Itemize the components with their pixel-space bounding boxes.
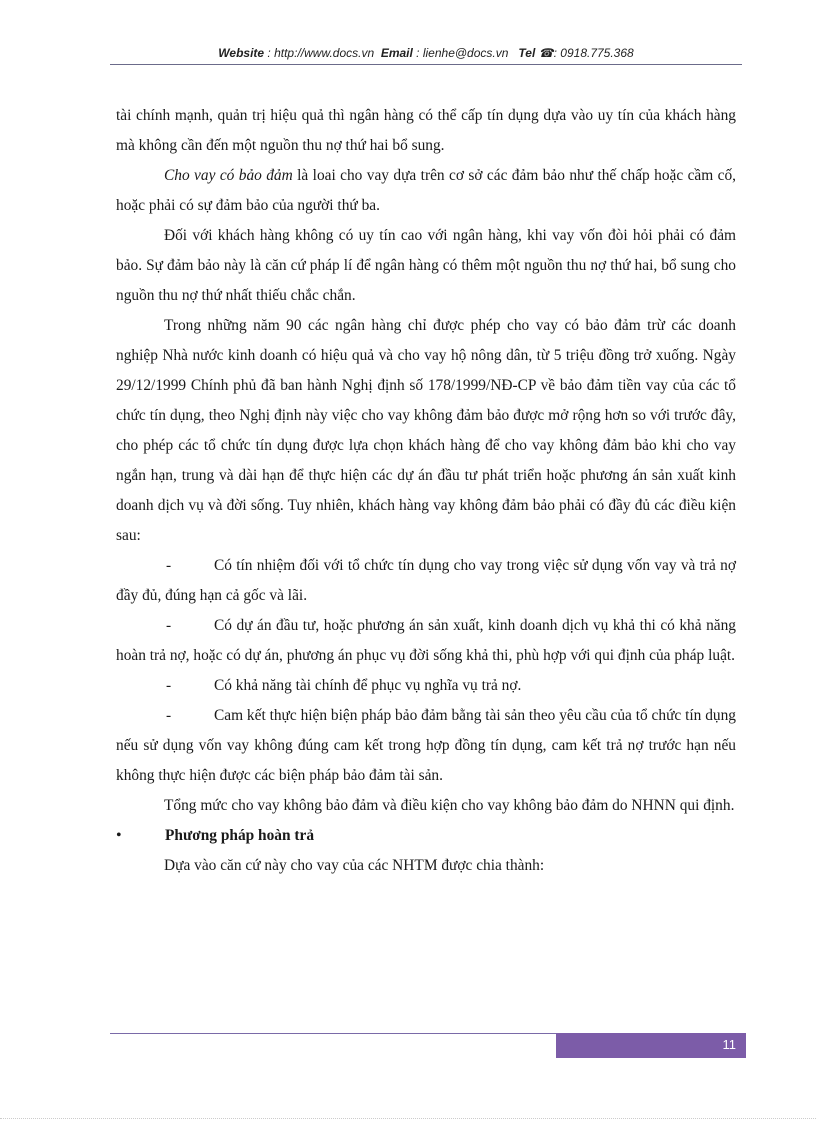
page-number-box (556, 1033, 746, 1058)
section-heading (116, 821, 736, 851)
condition-text: Có dự án đầu tư, hoặc phương án sản xuất, kinh doanh dịch vụ khả thi có khả năng hoàn trả nợ, hoặc có dự án, phương án phục vụ đời sống khả thi, phù hợp với qui định của pháp luật. (116, 617, 736, 664)
email-value: : lienhe@docs.vn (416, 46, 509, 60)
website-label: Website (218, 46, 265, 60)
paragraph: tài chính mạnh, quản trị hiệu quả thì ngân hàng có thể cấp tín dụng dựa vào uy tín của khách hàng mà không cần đến một nguồn thu nợ thứ hai bổ sung. (116, 107, 736, 154)
dash-marker: - (166, 677, 172, 694)
paragraph: Dựa vào căn cứ này cho vay của các NHTM được chia thành: (164, 857, 545, 874)
paragraph: Đối với khách hàng không có uy tín cao với ngân hàng, khi vay vốn đòi hỏi phải có đảm bảo. Sự đảm bảo này là căn cứ pháp lí để ngân hàng có thêm một nguồn thu nợ thứ hai, bổ sung cho nguồn thu nợ thứ nhất thiếu chắc chắn. (116, 227, 736, 304)
condition-item (116, 611, 736, 671)
paragraph: Tổng mức cho vay không bảo đảm và điều kiện cho vay không bảo đảm do NHNN qui định. (164, 797, 735, 814)
paragraph: Trong những năm 90 các ngân hàng chỉ được phép cho vay có bảo đảm trừ các doanh nghiệp Nhà nước kinh doanh có hiệu quả và cho vay hộ nông dân, từ 5 triệu đồng trở xuống. Ngày 29/12/1999 Chính phủ đã ban hành Nghị định số 178/1999/NĐ-CP về bảo đảm tiền vay của các tổ chức tín dụng, theo Nghị định này việc cho vay không đảm bảo được mở rộng hơn so với trước đây, cho phép các tổ chức tín dụng được lựa chọn khách hàng để cho vay không đảm bảo khi cho vay ngắn hạn, trung và dài hạn để thực hiện các dự án đầu tư phát triển hoặc phương án sản xuất kinh doanh dịch vụ và đời sống. Tuy nhiên, khách hàng vay không đảm bảo phải có đầy đủ các điều kiện sau: (116, 317, 736, 544)
website-value: : http://www.docs.vn (267, 46, 375, 60)
tel-value: : 0918.775.368 (553, 46, 634, 60)
condition-text: Cam kết thực hiện biện pháp bảo đảm bằng tài sản theo yêu cầu của tổ chức tín dụng nếu sử dụng vốn vay không đúng cam kết trong hợp đồng tín dụng, cam kết trả nợ trước hạn nếu không thực hiện được các biện pháp bảo đảm tài sản. (116, 707, 736, 784)
paragraph-text: là loai cho vay dựa trên cơ sở các đảm bảo như thế chấp hoặc cầm cố, hoặc phải có sự đảm bảo của người thứ ba. (116, 167, 736, 214)
tel-label: Tel (518, 46, 536, 60)
emphasis-term: Cho vay có bảo đảm (164, 167, 293, 184)
page-header (110, 46, 742, 60)
condition-text: Có khả năng tài chính để phục vụ nghĩa vụ trả nợ. (214, 677, 522, 694)
dash-marker: - (166, 707, 172, 724)
dash-marker: - (166, 557, 172, 574)
page-edge (0, 1118, 816, 1119)
footer-divider (110, 1033, 556, 1034)
condition-item (116, 701, 736, 791)
header-divider (110, 64, 742, 65)
document-body (116, 101, 736, 881)
page-number: 11 (722, 1037, 736, 1052)
dash-marker: - (166, 617, 172, 634)
paragraph (116, 161, 736, 221)
condition-text: Có tín nhiệm đối với tổ chức tín dụng cho vay trong việc sử dụng vốn vay và trả nợ đầy đủ, đúng hạn cả gốc và lãi. (116, 557, 736, 604)
condition-item (116, 551, 736, 611)
condition-item (116, 671, 736, 701)
bullet-icon: • (116, 827, 122, 844)
email-label: Email (380, 46, 413, 60)
telephone-icon: ☎ (538, 46, 554, 60)
section-heading-text: Phương pháp hoàn trả (165, 827, 315, 844)
